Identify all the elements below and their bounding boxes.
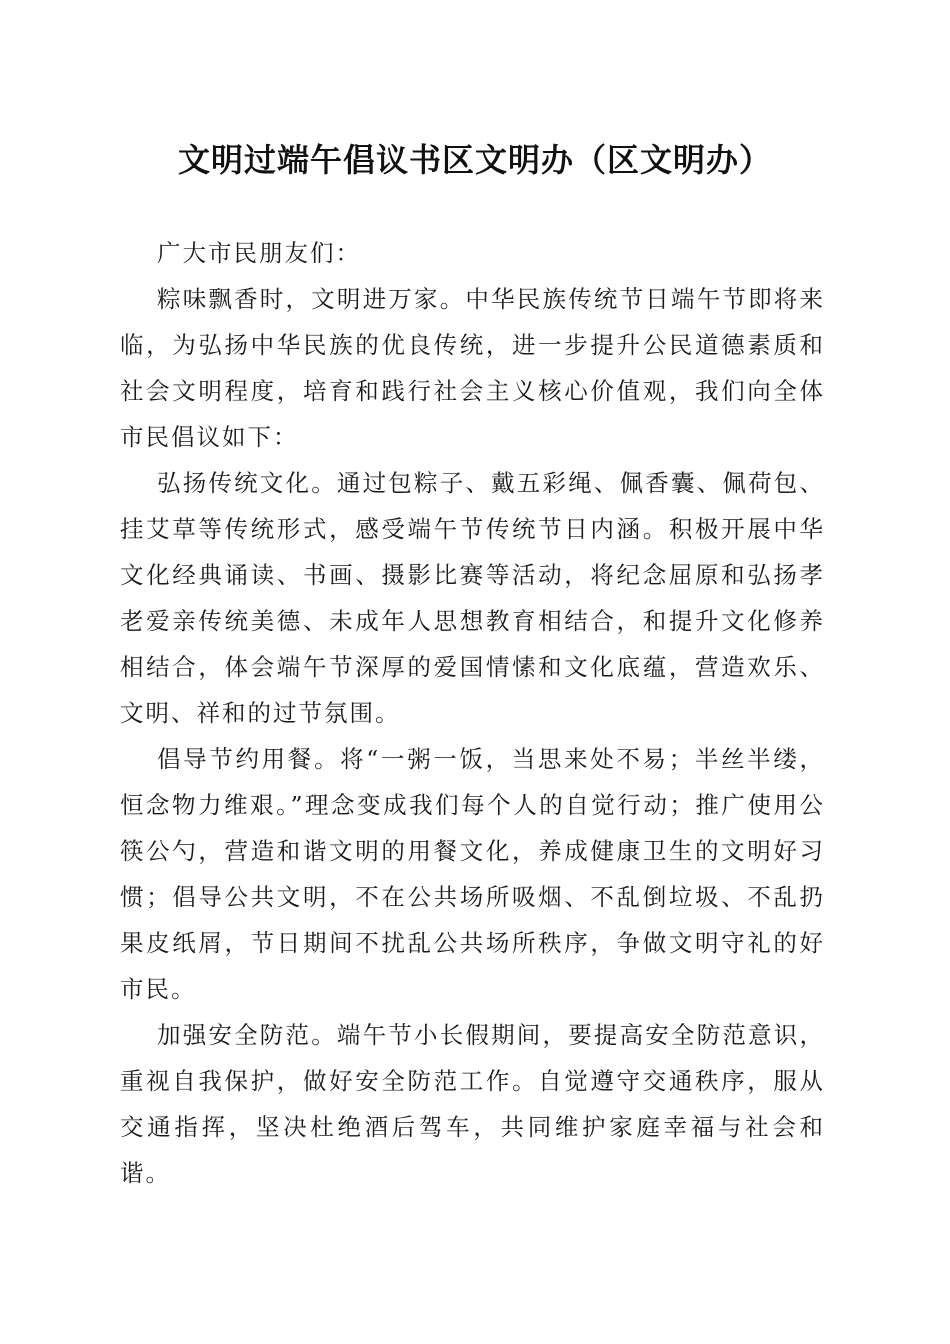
- paragraph-culture: 弘扬传统文化。通过包粽子、戴五彩绳、佩香囊、佩荷包、挂艾草等传统形式，感受端午节传统节日内涵。积极开展中华文化经典诵读、书画、摄影比赛等活动，将纪念屈原和弘扬孝老爱亲传统美德、未成年人思想教育相结合，和提升文化修养相结合，体会端午节深厚的爱国情愫和文化底蕴，营造欢乐、文明、祥和的过节氛围。: [120, 469, 825, 727]
- salutation: 广大市民朋友们：: [157, 239, 361, 267]
- paragraph-dining: 倡导节约用餐。将“一粥一饭，当思来处不易；半丝半缕，恒念物力维艰。”理念变成我们每个人的自觉行动；推广使用公筷公勺，营造和谐文明的用餐文化，养成健康卫生的文明好习惯；倡导公共文明，不在公共场所吸烟、不乱倒垃圾、不乱扔果皮纸屑，节日期间不扰乱公共场所秩序，争做文明守礼的好市民。: [120, 745, 825, 1003]
- paragraph-intro: 粽味飘香时，文明进万家。中华民族传统节日端午节即将来临，为弘扬中华民族的优良传统，进一步提升公民道德素质和社会文明程度，培育和践行社会主义核心价值观，我们向全体市民倡议如下：: [120, 285, 825, 451]
- paragraph-safety: 加强安全防范。端午节小长假期间，要提高安全防范意识，重视自我保护，做好安全防范工作。自觉遵守交通秩序，服从交通指挥，坚决杜绝酒后驾车，共同维护家庭幸福与社会和谐。: [120, 1021, 825, 1187]
- document-body: [120, 230, 825, 1196]
- document-title: 文明过端午倡议书区文明办（区文明办）: [177, 141, 772, 179]
